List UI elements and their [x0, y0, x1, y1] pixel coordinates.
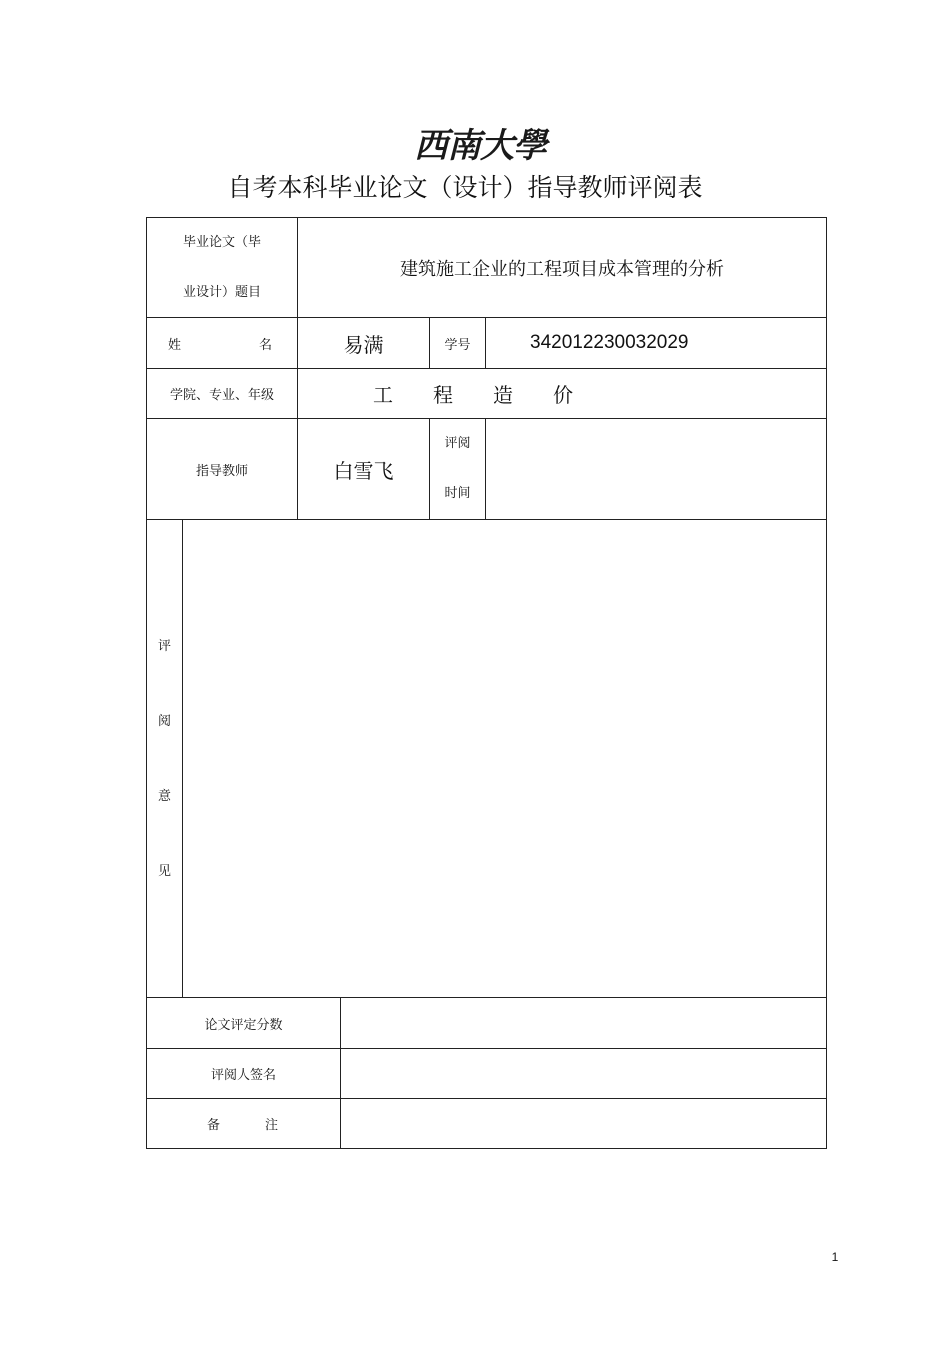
topic-label	[147, 218, 297, 317]
score-label: 论文评定分数	[204, 1017, 283, 1033]
name-value: 易满	[343, 332, 384, 357]
university-logo: 西南大學	[414, 125, 546, 166]
page-number: 1	[831, 1250, 839, 1264]
college-value: 工 程 造 价	[373, 383, 573, 407]
reviewer-signature-value	[341, 1049, 826, 1098]
advisor-value: 白雪飞	[333, 458, 394, 483]
comments-label-char: 评	[157, 638, 171, 654]
review-time-label-line2: 时间	[444, 486, 471, 501]
student-id-label: 学号	[444, 337, 471, 353]
remarks-value	[341, 1099, 826, 1148]
student-id-value: 342012230032029	[530, 332, 689, 353]
remarks-label-char2: 注	[264, 1118, 278, 1133]
review-time-label-line1: 评阅	[444, 436, 471, 451]
comments-label-char: 意	[157, 788, 171, 804]
topic-label-line2: 业设计）题目	[182, 284, 261, 300]
remarks-label	[147, 1099, 340, 1148]
reviewer-signature-label: 评阅人签名	[210, 1068, 276, 1083]
table-border-bottom	[146, 1148, 827, 1149]
name-label	[147, 318, 297, 368]
topic-label-line1: 毕业论文（毕	[182, 234, 261, 250]
name-label-char2: 名	[258, 337, 272, 353]
advisor-label: 指导教师	[195, 463, 248, 479]
topic-value: 建筑施工企业的工程项目成本管理的分析	[400, 258, 724, 280]
college-label: 学院、专业、年级	[169, 388, 274, 403]
name-label-char1: 姓	[168, 337, 182, 353]
page-title: 自考本科毕业论文（设计）指导教师评阅表	[227, 173, 703, 202]
score-value	[341, 998, 826, 1048]
comments-area	[183, 520, 826, 997]
remarks-label-char1: 备	[207, 1118, 221, 1133]
review-time-value	[486, 419, 826, 519]
comments-label	[147, 520, 182, 997]
table-border-right	[826, 217, 827, 1149]
review-form-table	[146, 217, 827, 1149]
review-time-label	[430, 419, 485, 519]
comments-label-char: 阅	[157, 713, 171, 729]
comments-label-char: 见	[157, 863, 171, 879]
